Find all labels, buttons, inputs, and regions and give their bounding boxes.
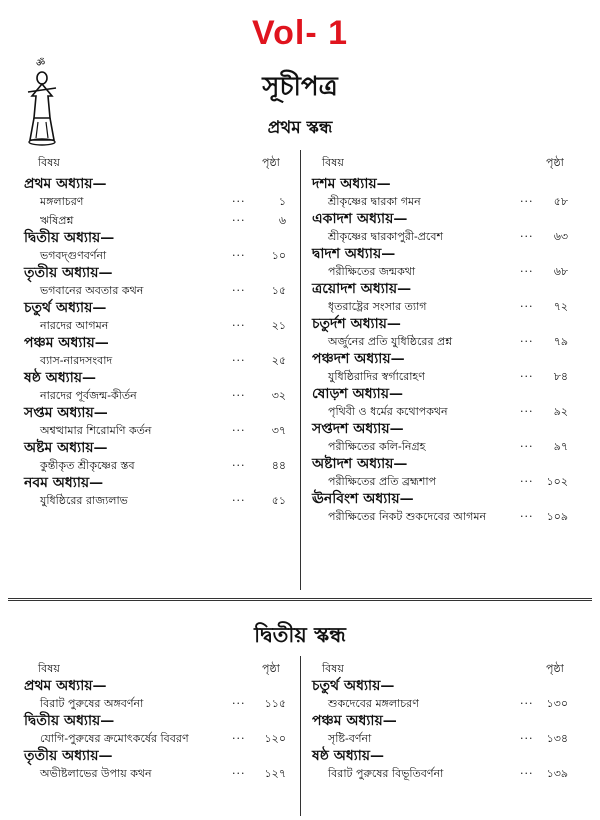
entry-title: পরীক্ষিতের কলি-নিগ্রহ [328,440,426,453]
leader-dots: ··· [232,214,246,227]
leader-dots: ··· [520,335,534,348]
toc-column-right [312,678,582,783]
entry-page: ১২০ [264,732,286,745]
chapter-heading: ষষ্ঠ অধ্যায়— [24,370,97,386]
chapter-heading: তৃতীয় অধ্যায়— [24,748,113,764]
leader-dots: ··· [232,424,246,437]
chapter-heading: ষোড়শ অধ্যায়— [312,386,403,402]
entry-title: ব্যাস-নারদসংবাদ [40,354,113,367]
chapter-heading: প্রথম অধ্যায়— [24,678,107,694]
toc-entry[interactable] [24,211,294,230]
entry-title: যোগি-পুরুষের ক্রমোৎকর্ষের বিবরণ [40,732,189,745]
entry-page: ৪৪ [271,459,286,472]
toc-entry[interactable] [24,694,294,713]
toc-entry[interactable] [312,262,582,281]
section-title: প্রথম স্কন্ধ [267,118,333,138]
entry-title: ভগবানের অবতার কথন [40,284,144,297]
chapter-heading: ত্রয়োদশ অধ্যায়— [312,281,412,297]
entry-title: নারদের পূর্বজন্ম-কীর্তন [40,389,137,402]
leader-dots: ··· [520,440,534,453]
toc-entry[interactable] [24,281,294,300]
leader-dots: ··· [520,697,534,710]
leader-dots: ··· [232,249,246,262]
entry-page: ১২৭ [264,767,286,780]
chapter-heading: দ্বিতীয় অধ্যায়— [24,230,115,246]
entry-title: ঋষিপ্রশ্ন [40,214,74,227]
entry-page: ১৩০ [546,697,568,710]
entry-page: ৬ [278,214,286,227]
chapter-heading: একাদশ অধ্যায়— [312,211,408,227]
toc-column-left [24,678,294,783]
toc-column-left [24,176,294,510]
leader-dots: ··· [232,732,246,745]
toc-entry[interactable] [24,764,294,783]
entry-title: মঙ্গলাচরণ [40,195,84,208]
entry-page: ১১৫ [264,697,286,710]
entry-title: ভগবদ্‌গুণবর্ণনা [40,249,107,262]
entry-page: ১৫ [271,284,286,297]
chapter-heading: দ্বাদশ অধ্যায়— [312,246,396,262]
entry-title: পরীক্ষিতের জন্মকথা [328,265,416,278]
chapter-heading: নবম অধ্যায়— [24,475,104,491]
entry-page: ১ [278,195,286,208]
chapter-heading: চতুর্দশ অধ্যায়— [312,316,401,332]
subject-header: বিষয় [38,662,60,675]
entry-page: ১০ [271,249,286,262]
page-header: পৃষ্ঠা [546,662,564,675]
chapter-heading: ঊনবিংশ অধ্যায়— [312,491,414,507]
entry-title: বিরাট পুরুষের বিভূতিবর্ণনা [328,767,444,780]
leader-dots: ··· [520,230,534,243]
entry-title: শ্রীকৃষ্ণের দ্বারকা গমন [328,195,421,208]
toc-entry[interactable] [24,246,294,265]
chapter-heading: সপ্তদশ অধ্যায়— [312,421,404,437]
chapter-heading: দশম অধ্যায়— [312,176,391,192]
toc-entry[interactable] [312,729,582,748]
section-title: দ্বিতীয় স্কন্ধ [254,622,346,647]
svg-text:ॐ: ॐ [36,58,46,69]
leader-dots: ··· [232,697,246,710]
toc-entry[interactable] [24,421,294,440]
chapter-heading: চতুর্থ অধ্যায়— [24,300,107,316]
chapter-heading: চতুর্থ অধ্যায়— [312,678,395,694]
chapter-heading: প্রথম অধ্যায়— [24,176,107,192]
entry-page: ১০৯ [546,510,568,523]
leader-dots: ··· [232,354,246,367]
toc-entry[interactable] [312,402,582,421]
column-divider [300,150,301,590]
entry-page: ৩২ [271,389,286,402]
entry-page: ২১ [271,319,286,332]
entry-page: ১০২ [546,475,568,488]
entry-title: পৃথিবী ও ধর্মের কথোপকথন [328,405,448,418]
leader-dots: ··· [520,510,534,523]
leader-dots: ··· [232,767,246,780]
toc-entry[interactable] [24,351,294,370]
entry-title: অভীষ্টলাভের উপায় কথন [40,767,152,780]
leader-dots: ··· [520,195,534,208]
entry-page: ৫১ [271,494,286,507]
chapter-heading: দ্বিতীয় অধ্যায়— [24,713,115,729]
entry-page: ৭৯ [553,335,568,348]
leader-dots: ··· [232,494,246,507]
entry-title: পরীক্ষিতের নিকট শুকদেবের আগমন [328,510,487,523]
entry-title: নারদের আগমন [40,319,109,332]
toc-entry[interactable] [312,297,582,316]
leader-dots: ··· [520,475,534,488]
toc-entry[interactable] [312,332,582,351]
page-header: পৃষ্ঠা [546,156,564,169]
page-header: পৃষ্ঠা [262,662,280,675]
volume-label: Vol- 1 [251,14,349,52]
entry-page: ৮৪ [553,370,568,383]
entry-title: অশ্বত্থামার শিরোমণি কর্তন [40,424,152,437]
subject-header: বিষয় [38,156,60,169]
entry-page: ৩৭ [271,424,286,437]
entry-page: ৯৭ [553,440,568,453]
toc-entry[interactable] [312,192,582,211]
leader-dots: ··· [520,767,534,780]
toc-entry[interactable] [24,316,294,335]
entry-title: শ্রীকৃষ্ণের দ্বারকাপুরী-প্রবেশ [328,230,443,243]
chapter-heading: অষ্টম অধ্যায়— [24,440,108,456]
toc-entry[interactable] [312,367,582,386]
leader-dots: ··· [520,405,534,418]
chapter-heading: সপ্তম অধ্যায়— [24,405,108,421]
leader-dots: ··· [520,265,534,278]
column-divider [300,656,301,816]
leader-dots: ··· [520,300,534,313]
entry-title: বিরাট পুরুষের অঙ্গবর্ণনা [40,697,144,710]
entry-page: ৬৩ [553,230,568,243]
chapter-heading: অষ্টাদশ অধ্যায়— [312,456,408,472]
entry-page: ৯২ [553,405,568,418]
leader-dots: ··· [232,195,246,208]
leader-dots: ··· [232,389,246,402]
toc-entry[interactable] [24,386,294,405]
toc-entry[interactable] [312,694,582,713]
toc-entry[interactable] [312,437,582,456]
subject-header: বিষয় [322,662,344,675]
section-separator [8,598,592,601]
leader-dots: ··· [520,370,534,383]
toc-column-right [312,176,582,526]
entry-page: ৭২ [553,300,568,313]
leader-dots: ··· [520,732,534,745]
entry-title: ধৃতরাষ্ট্রের সংসার ত্যাগ [328,300,427,313]
toc-entry[interactable] [312,227,582,246]
entry-page: ২৫ [271,354,286,367]
leader-dots: ··· [232,284,246,297]
entry-title: সৃষ্টি-বর্ণনা [328,732,372,745]
leader-dots: ··· [232,319,246,332]
entry-page: ৫৮ [553,195,568,208]
toc-entry[interactable] [24,729,294,748]
subject-header: বিষয় [322,156,344,169]
entry-title: পরীক্ষিতের প্রতি ব্রহ্মশাপ [328,475,436,488]
chapter-heading: পঞ্চম অধ্যায়— [24,335,109,351]
chapter-heading: ষষ্ঠ অধ্যায়— [312,748,385,764]
entry-title: শুকদেবের মঙ্গলাচরণ [328,697,419,710]
toc-entry[interactable] [24,456,294,475]
toc-entry[interactable] [312,507,582,526]
entry-title: কুন্তীকৃত শ্রীকৃষ্ণের স্তব [40,459,135,472]
chapter-heading: পঞ্চম অধ্যায়— [312,713,397,729]
toc-entry[interactable] [24,491,294,510]
entry-title: যুধিষ্ঠিরের রাজ্যলাভ [40,494,128,507]
entry-page: ৬৮ [553,265,568,278]
toc-entry[interactable] [312,472,582,491]
entry-title: অর্জুনের প্রতি যুধিষ্ঠিরের প্রশ্ন [328,335,453,348]
toc-title: সূচীপত্র [262,72,338,102]
entry-page: ১৩৪ [546,732,568,745]
chapter-heading: তৃতীয় অধ্যায়— [24,265,113,281]
toc-entry[interactable] [312,764,582,783]
entry-page: ১৩৯ [546,767,568,780]
entry-title: যুধিষ্ঠিরাদির স্বর্গারোহণ [328,370,425,383]
chapter-heading: পঞ্চদশ অধ্যায়— [312,351,405,367]
page-header: পৃষ্ঠা [262,156,280,169]
toc-entry[interactable] [24,192,294,211]
leader-dots: ··· [232,459,246,472]
